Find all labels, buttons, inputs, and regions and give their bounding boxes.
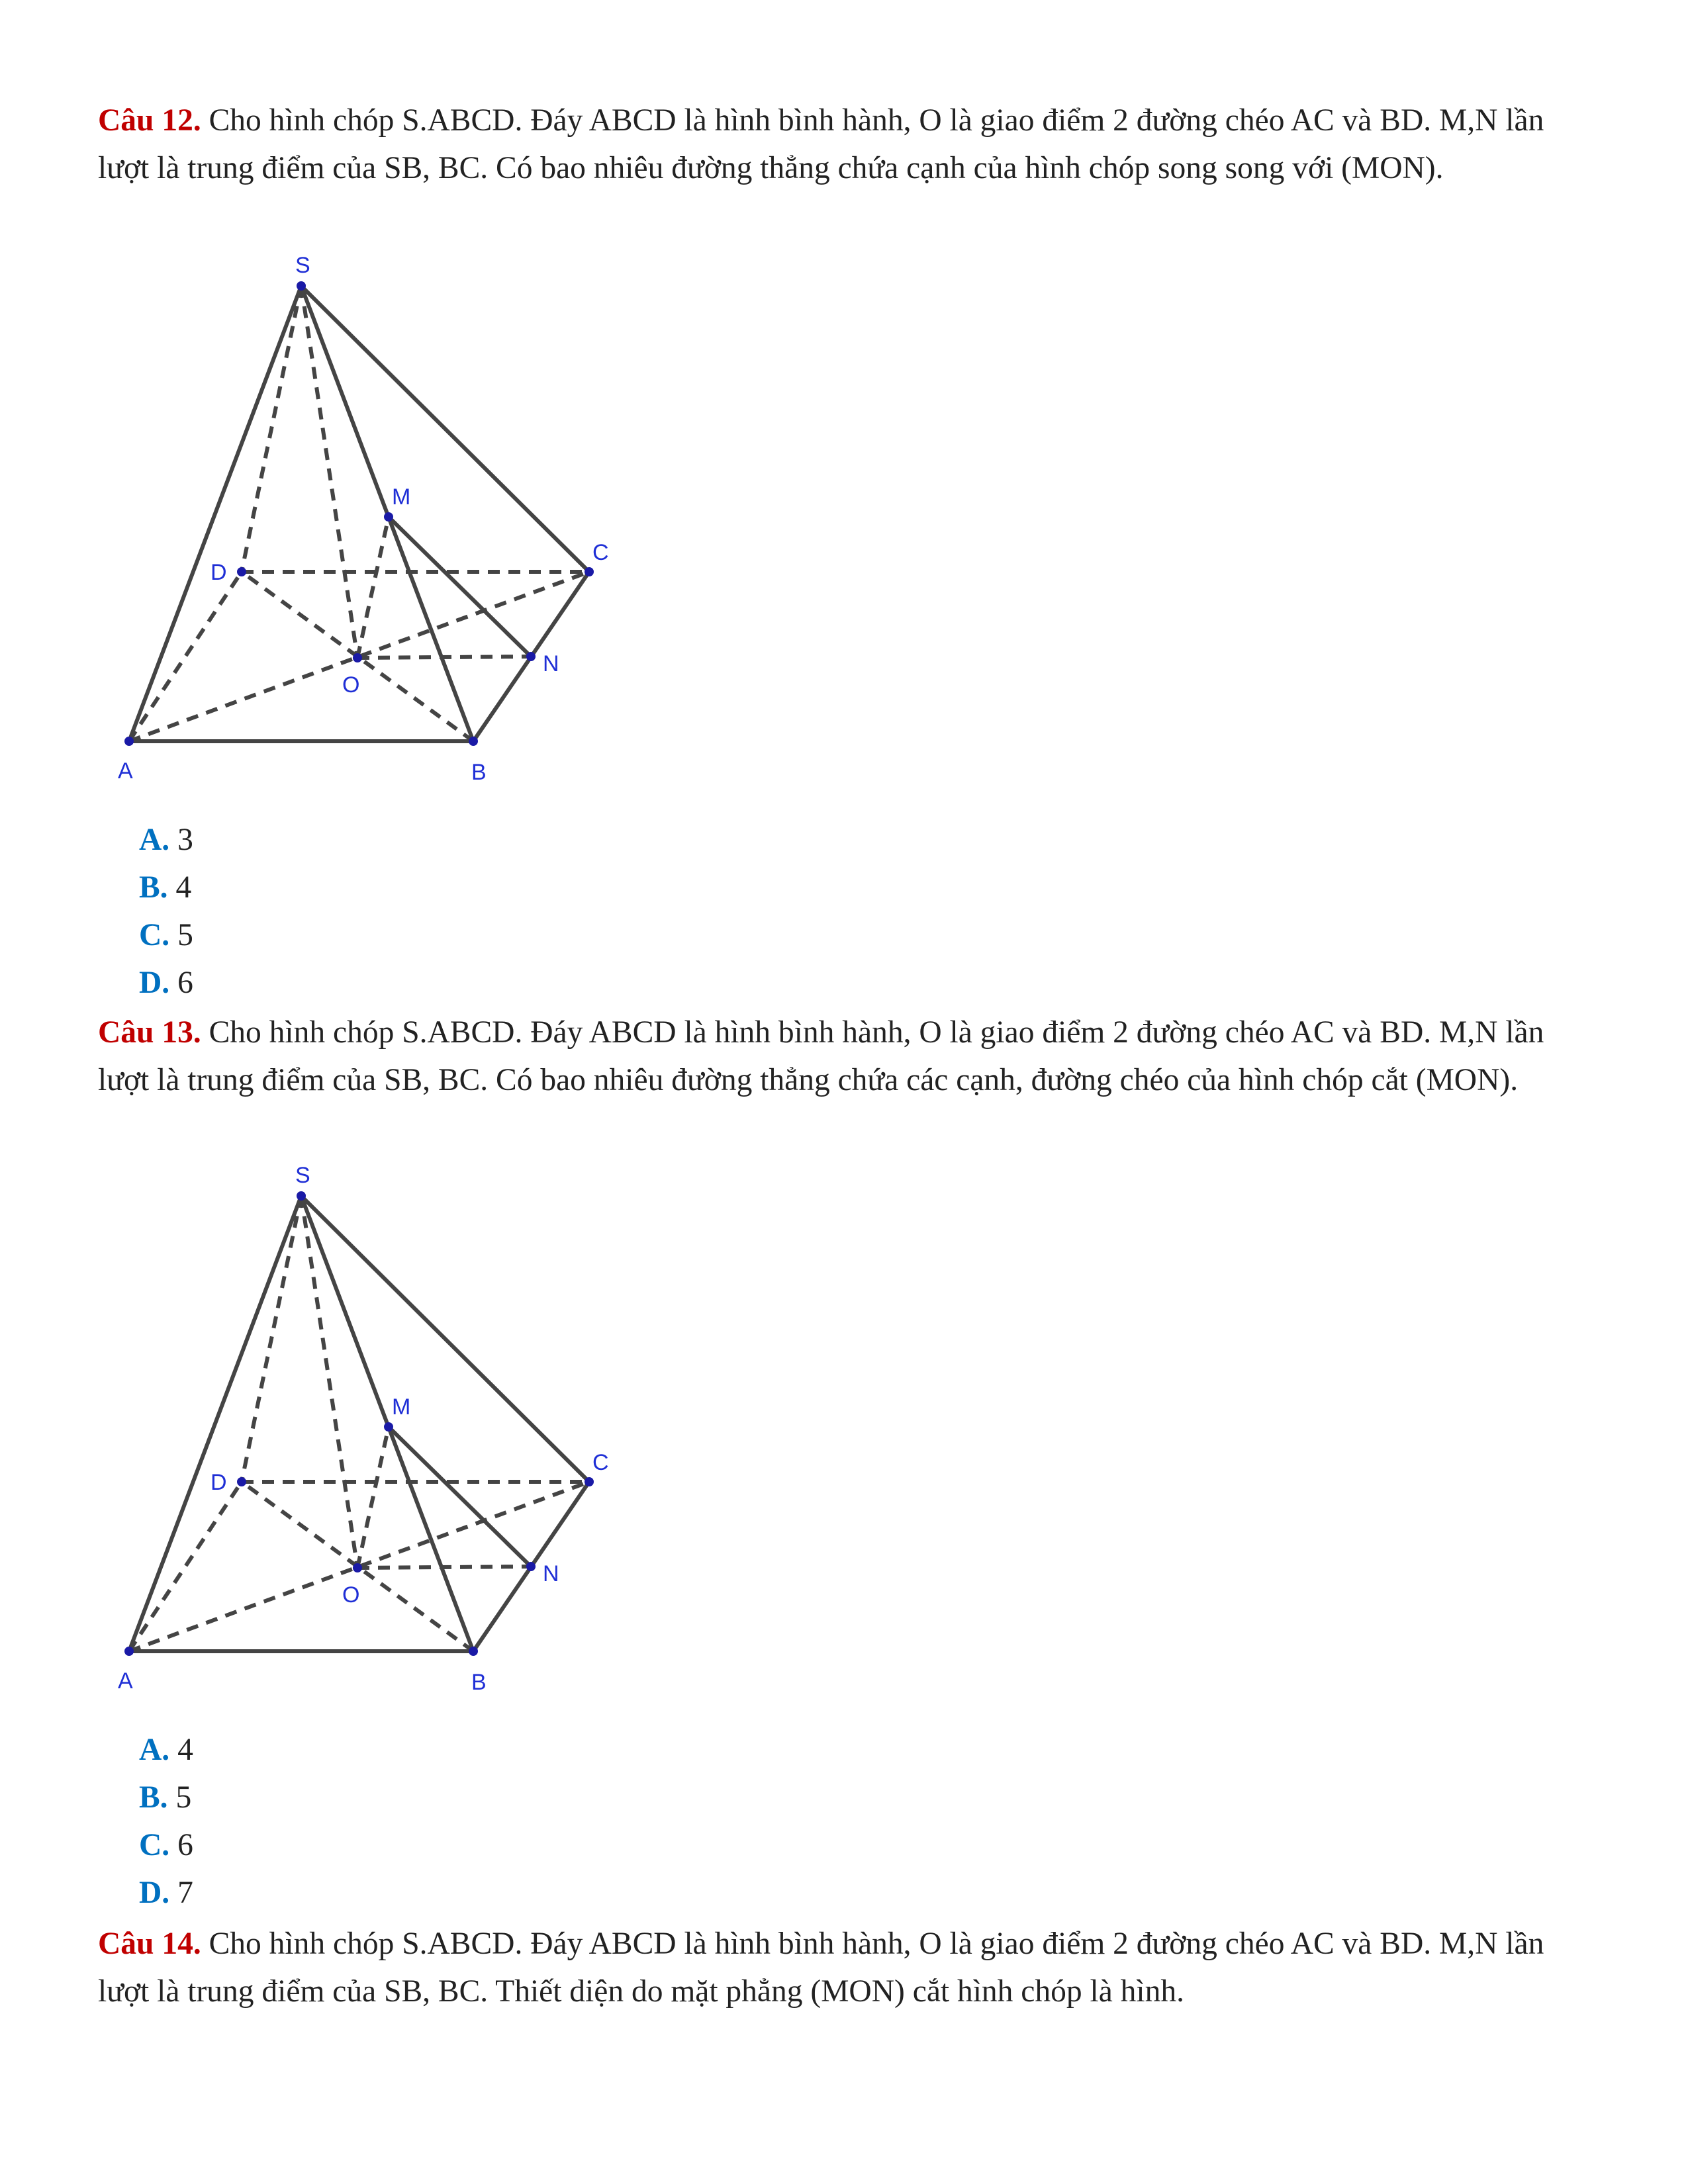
option-c[interactable]: C. 6 [139, 1828, 193, 1862]
label-M: M [392, 1394, 411, 1420]
question-text: Cho hình chóp S.ABCD. Đáy ABCD là hình bình hành, O là giao điểm 2 đường chéo AC và BD. M,N lần lượt là trung điểm của SB, BC. Có bao nhiêu đường thẳng chứa các cạnh, đường chéo của hình chóp cắt (MON). [98, 1015, 1544, 1097]
label-S: S [295, 253, 310, 278]
label-M: M [392, 484, 411, 510]
point-O [353, 1563, 362, 1572]
question-14 [98, 1920, 1587, 2015]
pyramid-diagram [99, 1155, 622, 1711]
label-O: O [342, 1582, 360, 1608]
point-D [237, 1477, 246, 1486]
edge-SD [242, 1196, 301, 1482]
label-D: D [211, 1470, 227, 1495]
pyramid-figure [99, 1155, 622, 1711]
point-D [237, 567, 246, 576]
pyramid-diagram [99, 245, 622, 801]
segment-OM [357, 1427, 389, 1568]
edge-SO [301, 286, 357, 658]
option-b[interactable]: B. 5 [139, 1780, 192, 1815]
question-text: Cho hình chóp S.ABCD. Đáy ABCD là hình bình hành, O là giao điểm 2 đường chéo AC và BD. M,N lần lượt là trung điểm của SB, BC. Thiết diện do mặt phẳng (MON) cắt hình chóp là hình. [98, 1927, 1544, 2009]
segment-ON [357, 1567, 531, 1568]
label-N: N [543, 1561, 559, 1586]
label-B: B [471, 760, 487, 785]
point-O [353, 653, 362, 662]
label-D: D [211, 560, 227, 585]
segment-OM [357, 517, 389, 658]
label-C: C [592, 1450, 609, 1475]
question-stem [98, 1009, 1587, 1104]
question-number: Câu 12. [98, 103, 201, 138]
segment-MN [389, 517, 531, 657]
option-a[interactable]: A. 4 [139, 1733, 193, 1767]
point-N [526, 1562, 536, 1571]
label-A: A [118, 758, 133, 784]
point-B [469, 1647, 478, 1656]
point-M [384, 1422, 393, 1432]
label-A: A [118, 1668, 133, 1694]
question-12 [98, 97, 1587, 192]
question-text: Cho hình chóp S.ABCD. Đáy ABCD là hình bình hành, O là giao điểm 2 đường chéo AC và BD. M,N lần lượt là trung điểm của SB, BC. Có bao nhiêu đường thẳng chứa cạnh của hình chóp song song với (MON). [98, 103, 1544, 185]
point-A [124, 1647, 134, 1656]
edge-SO [301, 1196, 357, 1568]
option-c[interactable]: C. 5 [139, 918, 193, 952]
point-M [384, 512, 393, 522]
point-C [585, 567, 594, 576]
answer-options [139, 816, 193, 1007]
point-C [585, 1477, 594, 1486]
question-number: Câu 14. [98, 1927, 201, 1961]
point-S [297, 1191, 306, 1201]
option-d[interactable]: D. 6 [139, 966, 193, 1000]
point-S [297, 281, 306, 291]
option-a[interactable]: A. 3 [139, 823, 193, 857]
edge-SC [301, 1196, 589, 1482]
label-S: S [295, 1163, 310, 1188]
question-stem [98, 97, 1587, 192]
option-d[interactable]: D. 7 [139, 1876, 193, 1910]
edge-SD [242, 286, 301, 572]
edge-SA [129, 286, 301, 741]
pyramid-figure [99, 245, 622, 801]
point-N [526, 652, 536, 661]
label-O: O [342, 672, 360, 698]
option-b[interactable]: B. 4 [139, 870, 192, 905]
label-N: N [543, 651, 559, 676]
edge-SA [129, 1196, 301, 1651]
segment-MN [389, 1427, 531, 1567]
segment-ON [357, 657, 531, 658]
question-13 [98, 1009, 1587, 1104]
label-B: B [471, 1670, 487, 1695]
point-A [124, 737, 134, 746]
question-stem [98, 1920, 1587, 2015]
question-number: Câu 13. [98, 1015, 201, 1050]
label-C: C [592, 540, 609, 565]
answer-options [139, 1726, 193, 1917]
edge-SC [301, 286, 589, 572]
point-B [469, 737, 478, 746]
